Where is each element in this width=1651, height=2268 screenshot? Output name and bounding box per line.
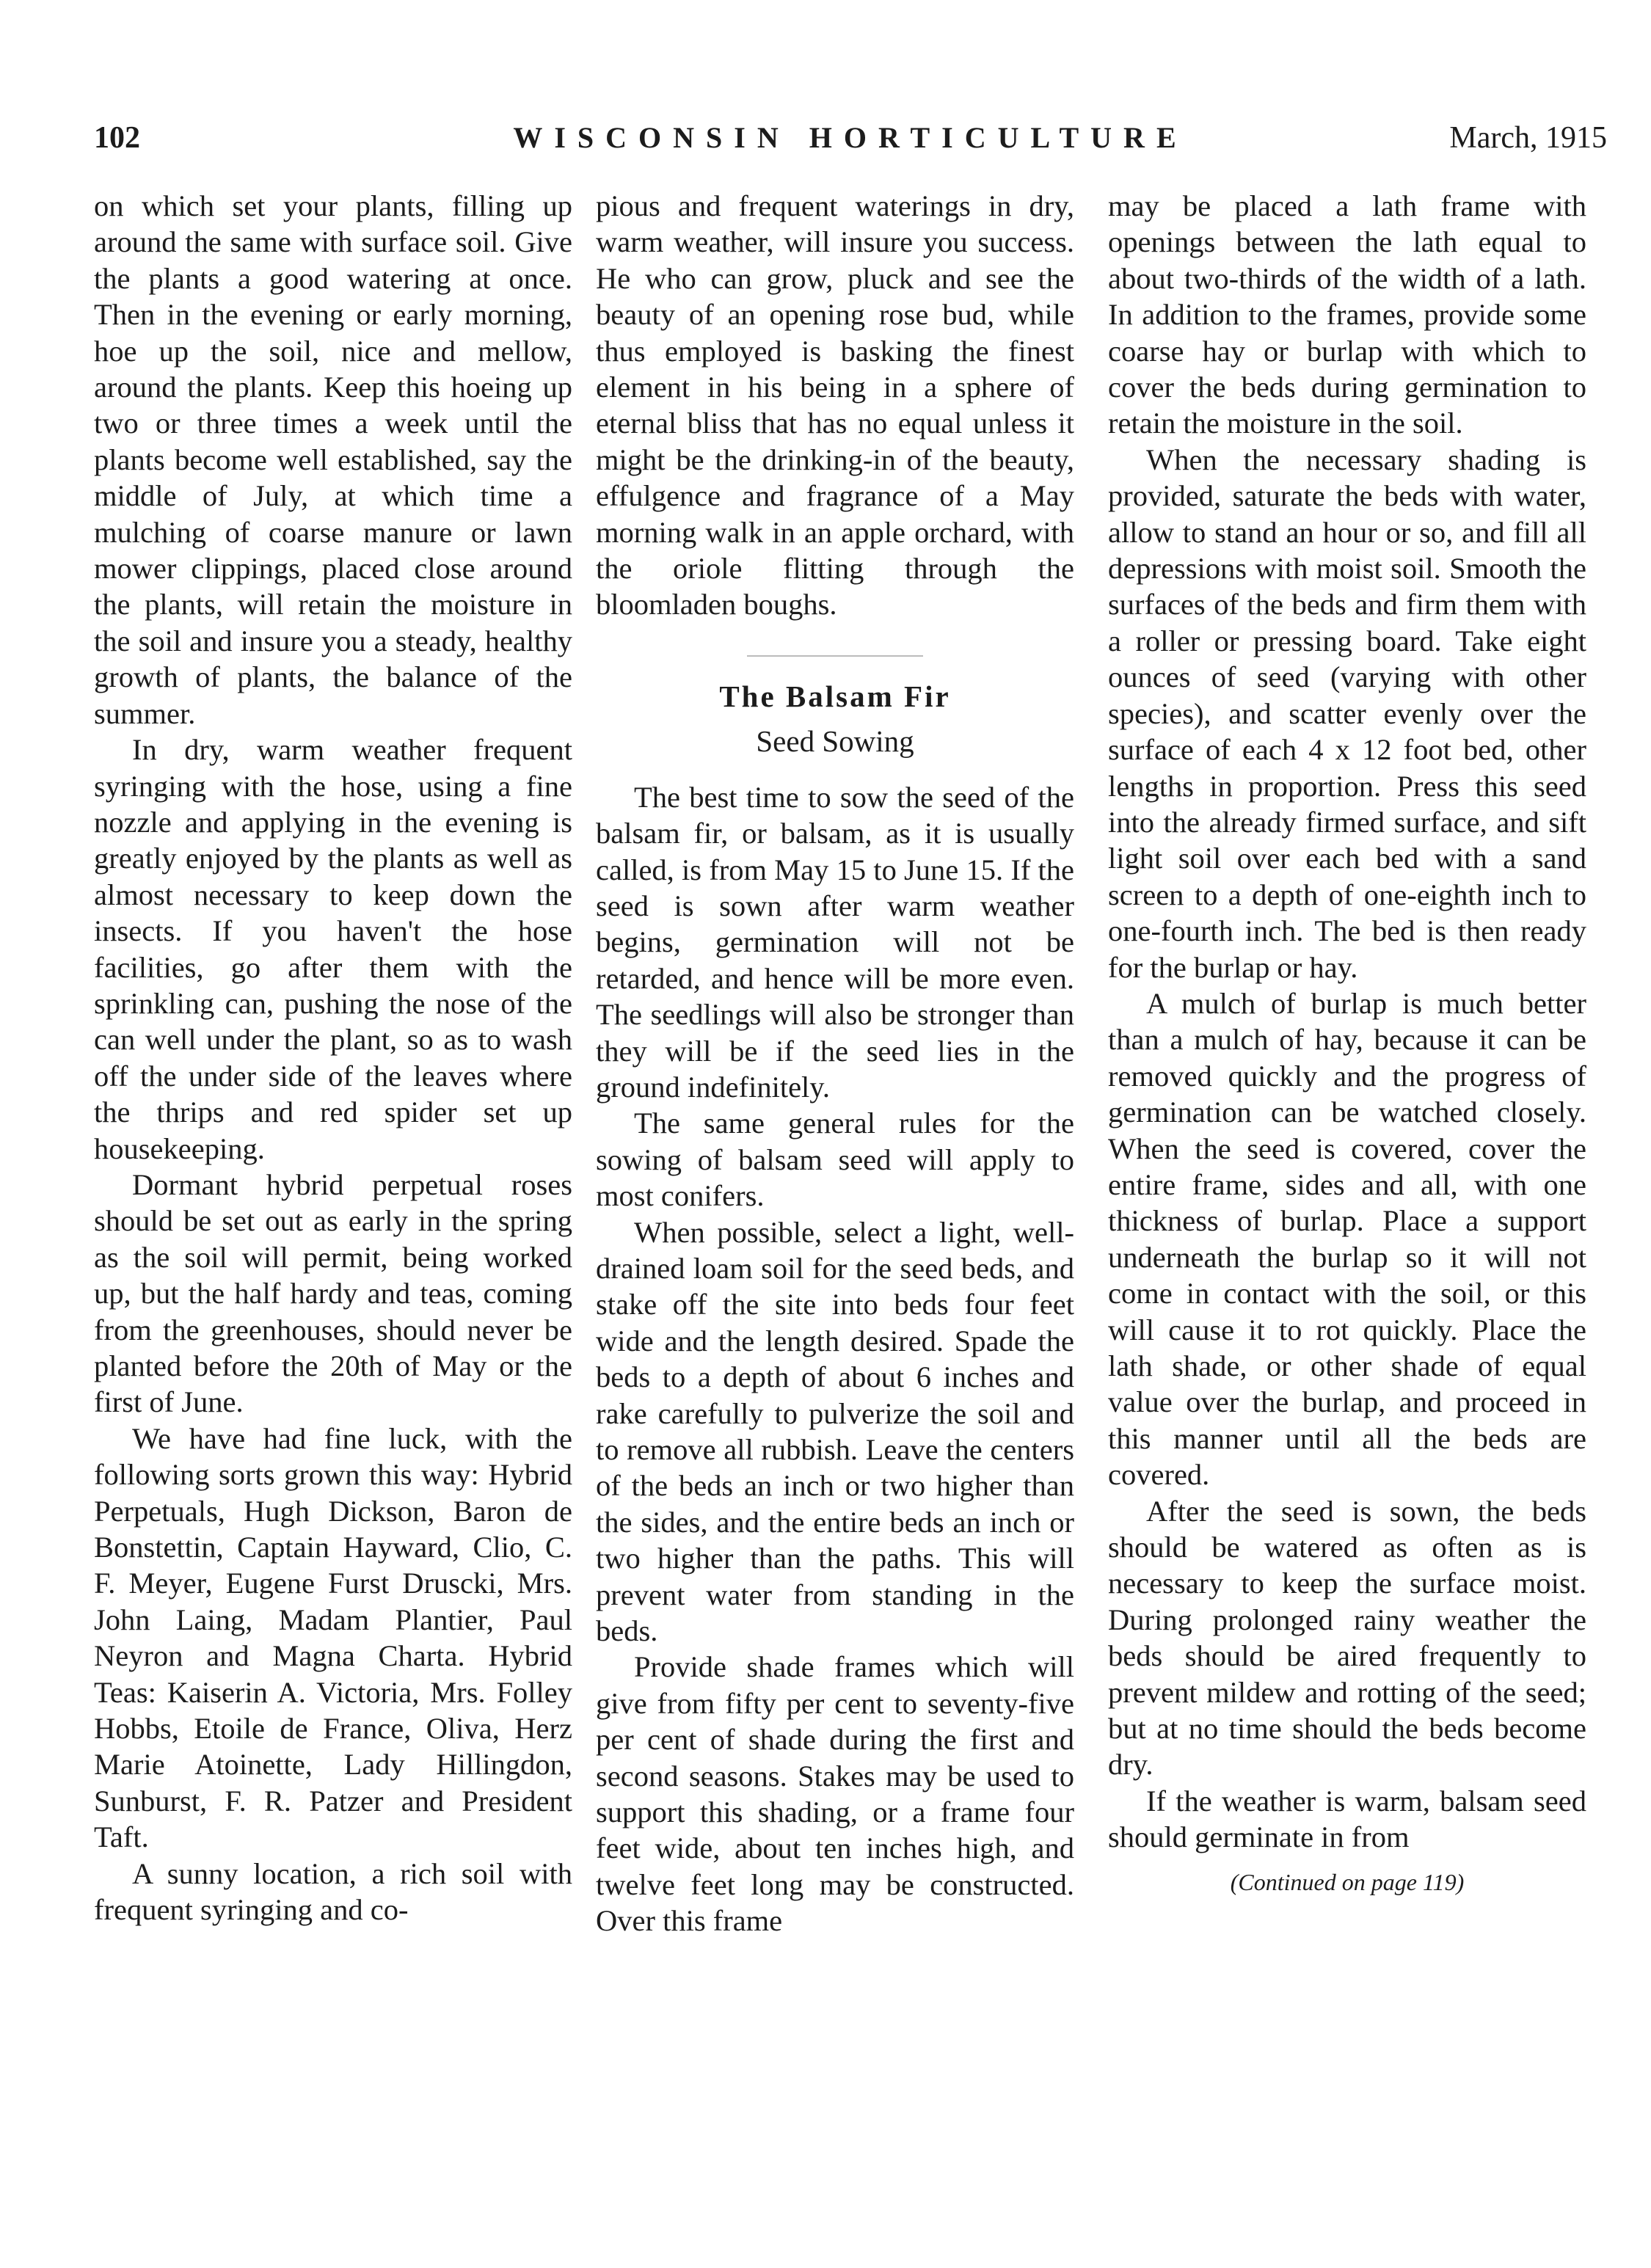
paragraph: The same general rules for the sowing of balsam seed will apply to most conifers. bbox=[596, 1106, 1074, 1213]
paragraph: The best time to sow the seed of the balsam fir, or balsam, as it is usually called, is from May 15 to June 15. If the seed is sown after warm weather begins, germination will not be retarded, and hence will be more even. The seedlings will also be stronger than they will be if the seed lies in the ground indefinitely. bbox=[596, 780, 1074, 1104]
continued-note: (Continued on page 119) bbox=[1230, 1868, 1465, 1895]
page-number: 102 bbox=[94, 121, 140, 155]
paragraph: When the necessary shading is provided, saturate the beds with water, allow to stand an hour or so, and fill all depressions with moist soil. Smooth the surfaces of the beds and firm them with a roller or pressing board. Take eight ounces of seed (varying with other species), and scatter evenly over the surface of each 4 x 12 foot bed, other lengths in proportion. Press this seed into the already firmed surface, and sift light soil over each bed with a sand screen to a depth of one-eighth inch to one-fourth inch. The bed is then ready for the burlap or hay. bbox=[1108, 442, 1586, 984]
paragraph: pious and frequent waterings in dry, warm weather, will insure you success. He who can grow, pluck and see the beauty of an opening rose bud, while thus employed is basking the finest element in his being in a sphere of eternal bliss that has no equal unless it might be the drinking-in of the beauty, effulgence and fragrance of a May morning walk in an apple orchard, with the oriole flitting through the bloomladen boughs. bbox=[596, 189, 1074, 621]
paragraph: Dormant hybrid perpetual roses should be set out as early in the spring as the soil will permit, being worked up, but the half hardy and teas, coming from the greenhouses, should never be planted before the 20th of May or the first of June. bbox=[94, 1167, 572, 1419]
paragraph: When possible, select a light, well-drained loam soil for the seed beds, and stake off the site into beds four feet wide and the length desired. Spade the beds to a depth of about 6 inches and rake carefully to pulverize the soil and to remove all rubbish. Leave the centers of the beds an inch or two higher than the sides, and the entire beds an inch or two higher than the paths. This will prevent water from standing in the beds. bbox=[596, 1215, 1074, 1648]
journal-title: WISCONSIN HORTICULTURE bbox=[513, 121, 1188, 154]
issue-date: March, 1915 bbox=[1449, 121, 1607, 155]
paragraph: A sunny location, a rich soil with frequent syringing and co- bbox=[94, 1856, 572, 1927]
paragraph: If the weather is warm, balsam seed should germinate in from bbox=[1108, 1784, 1586, 1854]
paragraph: In dry, warm weather frequent syringing with the hose, using a fine nozzle and applying in the evening is greatly enjoyed by the plants as well as almost necessary to keep down the insects. If you haven't the hose facilities, go after them with the sprinkling can, pushing the nose of the can well under the plant, so as to wash off the under side of the leaves where the thrips and red spider set up housekeeping. bbox=[94, 733, 572, 1165]
paragraph: Provide shade frames which will give from fifty per cent to seventy-five per cent of shade during the first and second seasons. Stakes may be used to support this shading, or a frame four feet wide, about ten inches high, and twelve feet long may be constructed. Over this frame bbox=[596, 1650, 1074, 1938]
section-divider bbox=[747, 655, 923, 657]
section-heading: The Balsam Fir bbox=[719, 679, 951, 713]
text-column-3 bbox=[1108, 188, 1586, 1900]
paragraph: A mulch of burlap is much better than a mulch of hay, because it can be removed quickly and the progress of germination can be watched closely. When the seed is covered, cover the entire frame, sides and all, with one thickness of burlap. Place a support underneath the burlap so it will not come in contact with the soil, or this will cause it to rot quickly. Place the lath shade, or other shade of equal value over the burlap, and proceed in this manner until all the beds are covered. bbox=[1108, 986, 1586, 1492]
text-column-2 bbox=[596, 188, 1074, 1939]
text-column-1 bbox=[94, 188, 572, 1928]
paragraph: We have had fine luck, with the following sorts grown this way: Hybrid Perpetuals, Hugh Dickson, Baron de Bonstettin, Captain Hayward, Clio, C. F. Meyer, Eugene Furst Druscki, Mrs. John Laing, Madam Plantier, Paul Neyron and Magna Charta. Hybrid Teas: Kaiserin A. Victoria, Mrs. Folley Hobbs, Etoile de France, Oliva, Herz Marie Atoinette, Lady Hillingdon, Sunburst, F. R. Patzer and President Taft. bbox=[94, 1421, 572, 1854]
paragraph: on which set your plants, filling up around the same with surface soil. Give the plants a good watering at once. Then in the evening or early morning, hoe up the soil, nice and mellow, around the plants. Keep this hoeing up two or three times a week until the plants become well established, say the middle of July, at which time a mulching of coarse manure or lawn mower clippings, placed close around the plants, will retain the moisture in the soil and insure you a steady, healthy growth of plants, the balance of the summer. bbox=[94, 189, 572, 730]
paragraph: After the seed is sown, the beds should be watered as often as is necessary to keep the surface moist. During prolonged rainy weather the beds should be aired frequently to prevent mildew and rotting of the seed; but at no time should the beds become dry. bbox=[1108, 1494, 1586, 1782]
paragraph: may be placed a lath frame with openings between the lath equal to about two-thirds of the width of a lath. In addition to the frames, provide some coarse hay or burlap with which to cover the beds during germination to retain the moisture in the soil. bbox=[1108, 189, 1586, 440]
page-header bbox=[94, 116, 1607, 160]
section-subheading: Seed Sowing bbox=[756, 724, 914, 759]
